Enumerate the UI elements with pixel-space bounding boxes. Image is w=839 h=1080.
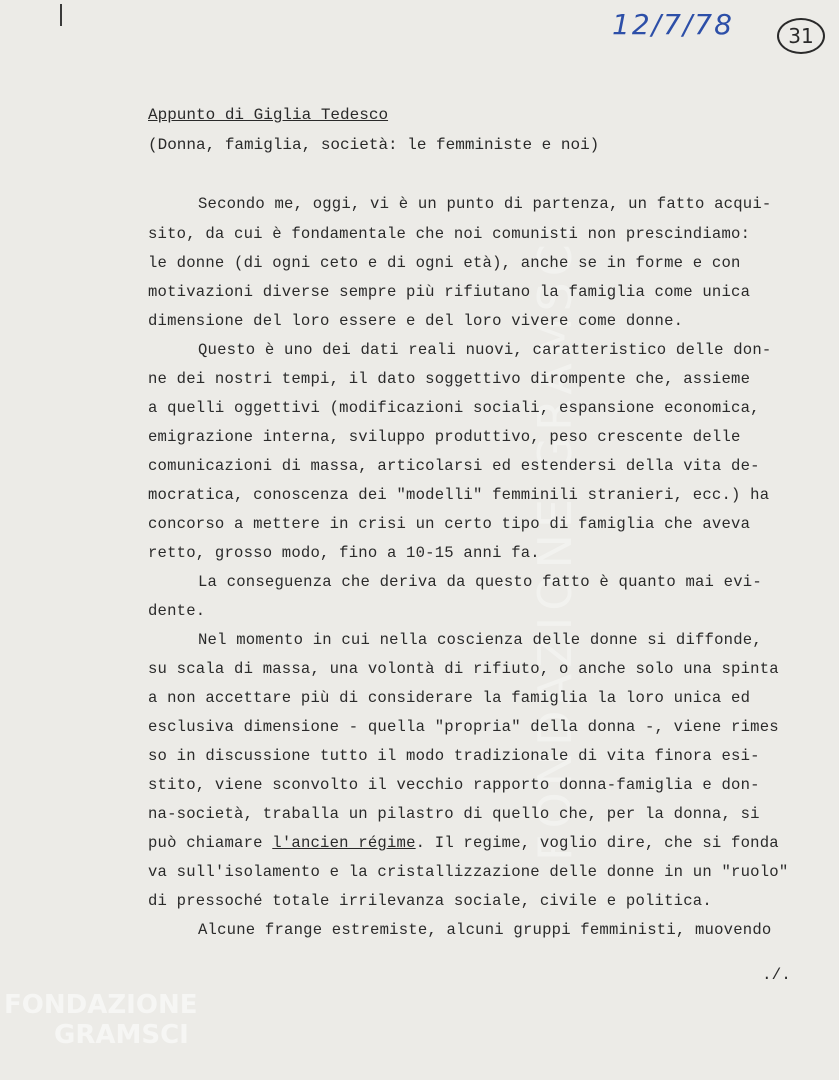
text-line: La conseguenza che deriva da questo fatto è quanto mai evi- — [198, 573, 762, 591]
text-line: a non accettare più di considerare la famiglia la loro unica ed — [148, 689, 751, 707]
text-line: a quelli oggettivi (modificazioni sociali, espansione economica, — [148, 399, 760, 417]
page-end-mark: ./. — [762, 966, 791, 984]
logo-line: GRAMSCI — [54, 1020, 189, 1050]
text-line: esclusiva dimensione - quella "propria" della donna -, viene rimes — [148, 718, 779, 736]
text-line: dimensione del loro essere e del loro vivere come donne. — [148, 312, 684, 330]
text-line: comunicazioni di massa, articolarsi ed estendersi della vita de- — [148, 457, 760, 475]
text-line: Questo è uno dei dati reali nuovi, caratteristico delle don- — [198, 341, 772, 359]
text-line: concorso a mettere in crisi un certo tipo di famiglia che aveva — [148, 515, 751, 533]
text-line: di pressoché totale irrilevanza sociale, civile e politica. — [148, 892, 712, 910]
text-line: Alcune frange estremiste, alcuni gruppi femministi, muovendo — [198, 921, 772, 939]
document-title: Appunto di Giglia Tedesco — [148, 106, 389, 124]
text-line: na-società, traballa un pilastro di quello che, per la donna, si — [148, 805, 760, 823]
text-line: dente. — [148, 602, 206, 620]
text-line: ne dei nostri tempi, il dato soggettivo dirompente che, assieme — [148, 370, 751, 388]
text-segment: può chiamare — [148, 834, 263, 852]
text-line: le donne (di ogni ceto e di ogni età), anche se in forme e con — [148, 254, 741, 272]
text-line — [148, 834, 779, 852]
text-line: stito, viene sconvolto il vecchio rapporto donna-famiglia e don- — [148, 776, 760, 794]
text-line: so in discussione tutto il modo tradizionale di vita finora esi- — [148, 747, 760, 765]
logo-line: FONDAZIONE — [4, 990, 198, 1020]
text-line: va sull'isolamento e la cristallizzazione delle donne in un "ruolo" — [148, 863, 789, 881]
text-line: emigrazione interna, sviluppo produttivo, peso crescente delle — [148, 428, 741, 446]
text-line: su scala di massa, una volontà di rifiuto, o anche solo una spinta — [148, 660, 779, 678]
underlined-phrase: l'ancien régime — [272, 834, 416, 852]
text-line: sito, da cui è fondamentale che noi comunisti non prescindiamo: — [148, 225, 751, 243]
text-line: Nel momento in cui nella coscienza delle donne si diffonde, — [198, 631, 762, 649]
edge-mark — [60, 4, 62, 26]
handwritten-date: 12/7/78 — [612, 8, 734, 41]
archive-watermark: FONDAZIONE GRAMSCI — [528, 218, 582, 862]
foundation-logo — [4, 990, 214, 1070]
text-segment: . Il regime, voglio dire, che si fonda — [415, 834, 779, 852]
document-subtitle: (Donna, famiglia, società: le femministe e noi) — [148, 136, 600, 154]
text-line: retto, grosso modo, fino a 10-15 anni fa. — [148, 544, 540, 562]
page-number: 31 — [777, 18, 825, 54]
text-line: mocratica, conoscenza dei "modelli" femminili stranieri, ecc.) ha — [148, 486, 770, 504]
text-line: Secondo me, oggi, vi è un punto di partenza, un fatto acqui- — [198, 195, 772, 213]
text-line: motivazioni diverse sempre più rifiutano la famiglia come unica — [148, 283, 751, 301]
